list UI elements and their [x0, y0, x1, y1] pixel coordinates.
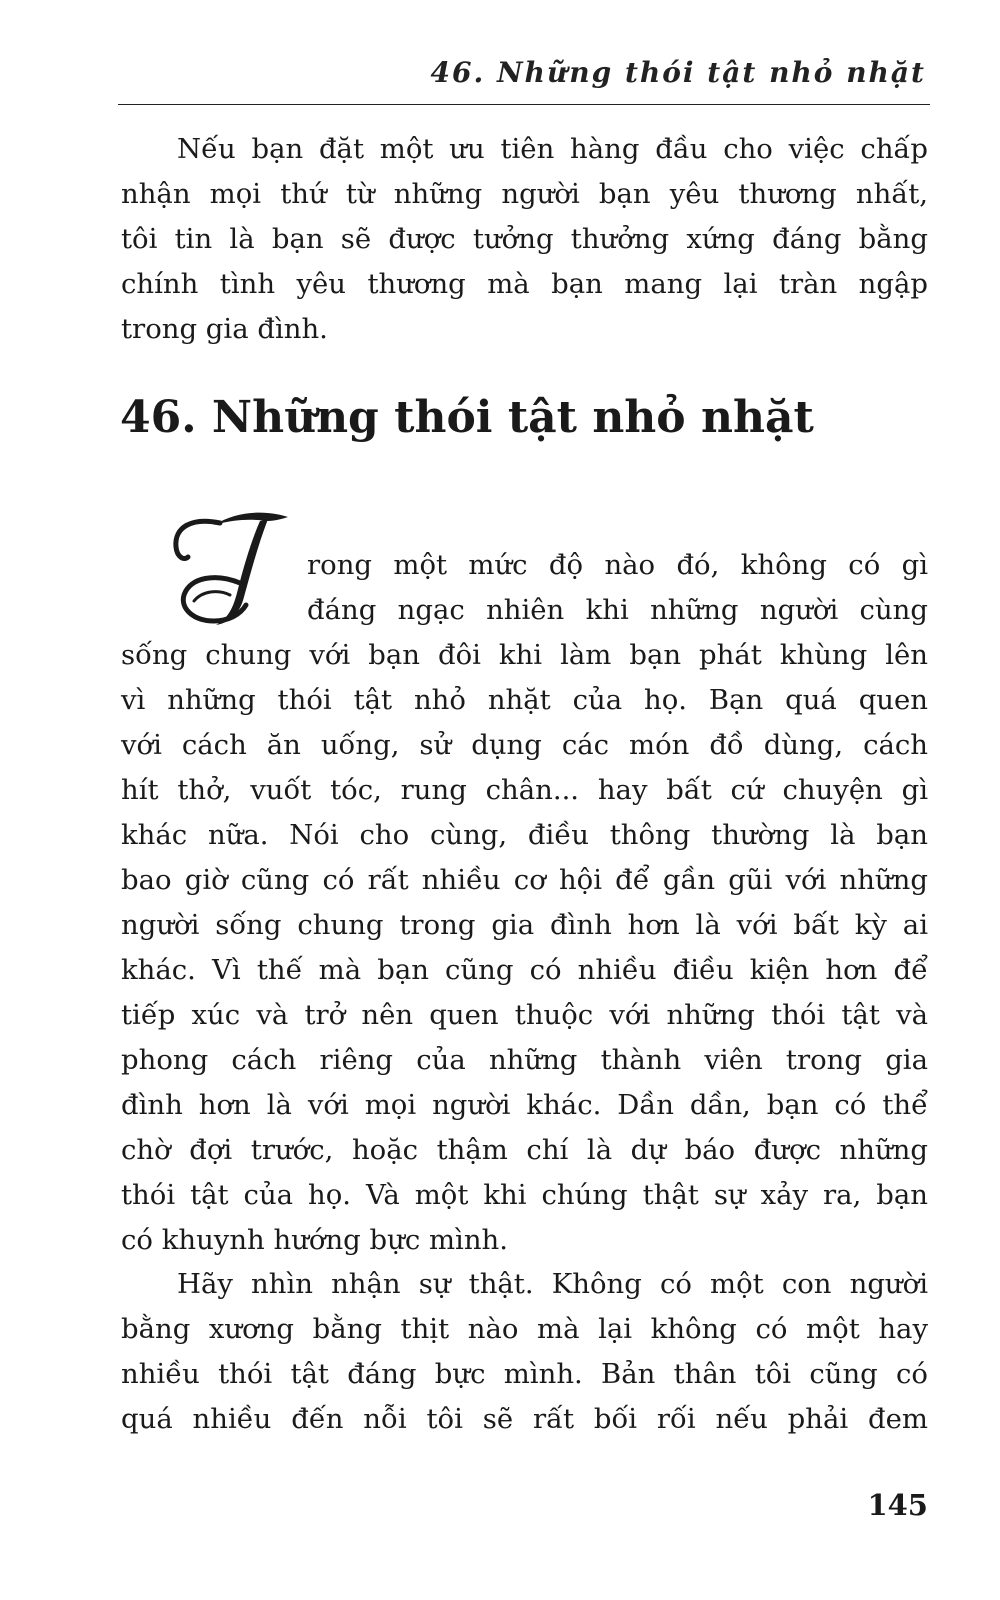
paragraph-3 — [121, 1262, 928, 1442]
paragraph-line: rong một mức độ nào đó, không có gì — [307, 549, 928, 581]
paragraph-line: trong gia đình. — [121, 313, 328, 345]
paragraph-line: thói tật của họ. Và một khi chúng thật sự xảy ra, bạn — [121, 1179, 928, 1211]
drop-cap-t-icon — [170, 505, 290, 630]
paragraph-line: Hãy nhìn nhận sự thật. Không có một con người — [177, 1268, 928, 1300]
paragraph-line: tôi tin là bạn sẽ được tưởng thưởng xứng đáng bằng — [121, 223, 928, 255]
paragraph-line: đình hơn là với mọi người khác. Dần dần, bạn có thể — [121, 1089, 928, 1121]
section-title: 46. Những thói tật nhỏ nhặt — [120, 392, 814, 443]
paragraph-line: có khuynh hướng bực mình. — [121, 1224, 509, 1256]
paragraph-line: chính tình yêu thương mà bạn mang lại tràn ngập — [121, 268, 928, 300]
paragraph-line: khác nữa. Nói cho cùng, điều thông thường là bạn — [121, 819, 928, 851]
paragraph-line: bằng xương bằng thịt nào mà lại không có một hay — [121, 1313, 928, 1345]
paragraph-line: quá nhiều đến nỗi tôi sẽ rất bối rối nếu phải đem — [121, 1403, 928, 1435]
paragraph-line: khác. Vì thế mà bạn cũng có nhiều điều kiện hơn để — [121, 954, 928, 986]
paragraph-line: sống chung với bạn đôi khi làm bạn phát khùng lên — [121, 639, 928, 671]
paragraph-line: người sống chung trong gia đình hơn là với bất kỳ ai — [121, 909, 928, 941]
paragraph-2-opening — [307, 543, 928, 633]
paragraph-line: đáng ngạc nhiên khi những người cùng — [307, 594, 928, 626]
running-header — [118, 52, 930, 105]
running-header-title: 46. Những thói tật nhỏ nhặt — [430, 56, 926, 89]
paragraph-2 — [121, 633, 928, 1263]
paragraph-line: hít thở, vuốt tóc, rung chân... hay bất cứ chuyện gì — [121, 774, 928, 806]
paragraph-line: Nếu bạn đặt một ưu tiên hàng đầu cho việc chấp — [177, 133, 928, 165]
paragraph-line: nhiều thói tật đáng bực mình. Bản thân tôi cũng có — [121, 1358, 928, 1390]
paragraph-line: tiếp xúc và trở nên quen thuộc với những thói tật và — [121, 999, 928, 1031]
paragraph-line: vì những thói tật nhỏ nhặt của họ. Bạn quá quen — [121, 684, 928, 716]
page-number: 145 — [867, 1488, 928, 1522]
paragraph-line: phong cách riêng của những thành viên trong gia — [121, 1044, 928, 1076]
paragraph-line: chờ đợi trước, hoặc thậm chí là dự báo được những — [121, 1134, 928, 1166]
paragraph-1 — [121, 127, 928, 352]
paragraph-line: bao giờ cũng có rất nhiều cơ hội để gần gũi với những — [121, 864, 928, 896]
paragraph-line: nhận mọi thứ từ những người bạn yêu thương nhất, — [121, 178, 928, 210]
paragraph-line: với cách ăn uống, sử dụng các món đồ dùng, cách — [121, 729, 928, 761]
